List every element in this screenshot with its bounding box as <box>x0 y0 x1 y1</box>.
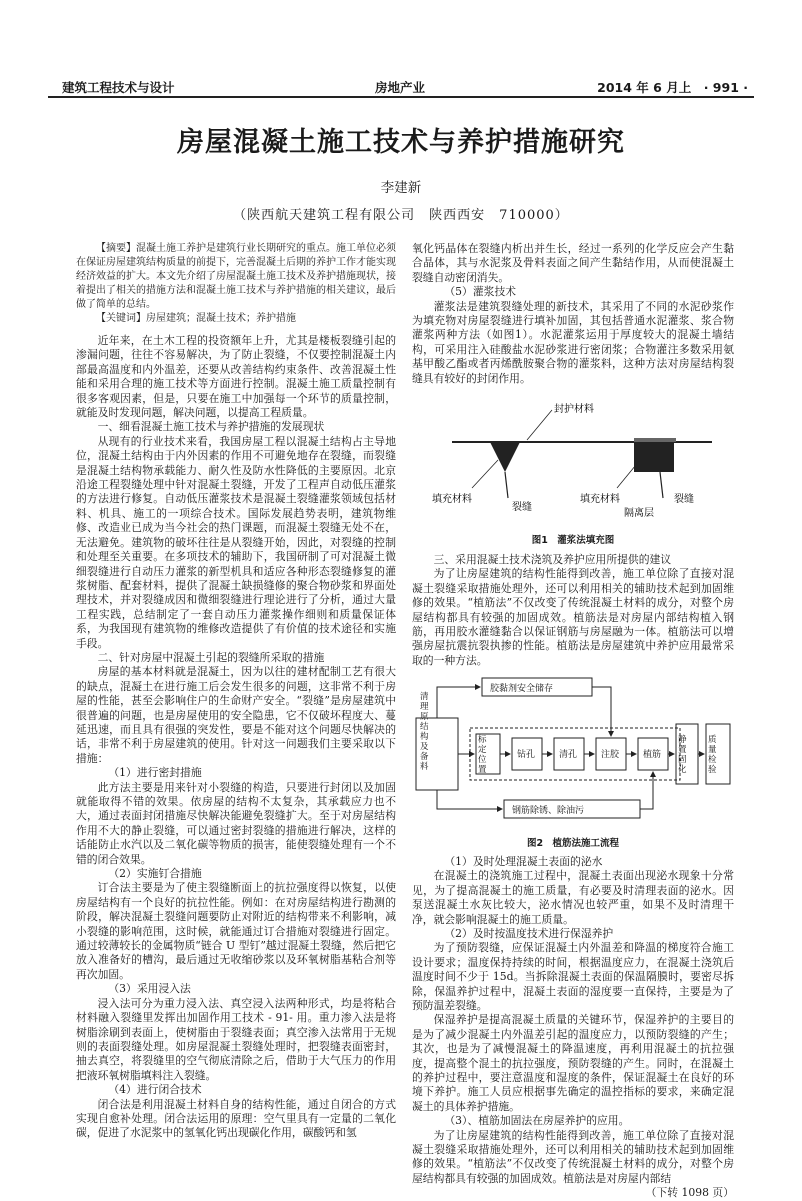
running-header <box>48 70 754 98</box>
section-heading: 一、细看混凝土施工技术与养护措施的发展现状 <box>97 420 325 434</box>
issue-and-page: 2014 年 6 月上 · 991 · <box>597 80 748 95</box>
figure-1 <box>412 390 734 549</box>
affiliation: （陕西航天建筑工程有限公司 陕西西安 710000） <box>233 208 569 223</box>
abstract: 【摘要】混凝土施工养护是建筑行业长期研究的重点。施工单位必须在保证房屋建筑结构质量的前提下，完善混凝土后期的养护工作才能实现经济效益的扩大。本文先介绍了房屋混凝土施工技术及养护措施现状，接着提出了相关的措施方法和混凝土施工技术与养护措施的相关建议，最后做了简单的总结。 <box>76 243 396 310</box>
label-cure: 静置固化 <box>678 735 687 776</box>
label-inject: 注胶 <box>601 750 620 761</box>
paragraph: 在混凝土的浇筑施工过程中，混凝土表面出现泌水现象十分常见，为了提高混凝土的施工质量，有必要及时清理表面的泌水。因泵送混凝土水灰比较大，泌水情况也较严重，如果不及时清理干净，就会影响混凝土的施工质量。 <box>412 869 734 926</box>
paragraph: 房屋的基本材料就是混凝土，因为以往的建材配制工艺有很大的缺点，混凝土在进行施工后会发生很多的问题，这非常不利于房屋的性能，甚至会影响住户的生命财产安全。“裂缝”是房屋建筑中很普遍的问题，也是房屋使用的安全隐患，它不仅破坏程度大、蔓延迅速，而且具有很强的突发性，要是不能对这个问题尽快解决的话，非常不利于房屋建筑的使用。针对这一问题我们主要采取以下措施： <box>76 665 396 765</box>
right-body-bottom <box>412 855 734 1201</box>
label-check: 质量检验 <box>708 735 717 776</box>
paragraph: 闭合法是利用混凝土材料自身的结构性能，通过自闭合的方式实现自愈补处理。闭合法运用的原理：空气里具有一定量的二氧化碳，促进了水泥浆中的氢氧化钙出现碳化作用，碳酸钙和氢 <box>76 1097 396 1140</box>
subsection-heading: （3）采用浸入法 <box>108 982 191 996</box>
paragraph: 灌浆法是建筑裂缝处理的新技术，其采用了不同的水泥砂浆作为填充物对房屋裂缝进行填补加固，其包括普通水泥灌浆、浆合物灌浆两种方法（如图1）。水泥灌浆运用于厚度较大的混凝土墙结构，可采用注入硅酸盐水泥砂浆进行密闭浆；合物灌注多数采用氨基甲酸乙酯或者丙烯酰胺聚合物的灌浆料，这种方法对房屋结构裂缝具有较好的封闭作用。 <box>412 299 734 385</box>
label-clean-structure: 清理原结构及备料 <box>420 692 429 773</box>
figure-2-caption: 图2 植筋法施工流程 <box>526 837 620 849</box>
label-crack-b: 裂缝 <box>674 494 694 506</box>
paragraph: 为了让房屋建筑的结构性能得到改善，施工单位除了直接对混凝土裂缝采取措施处理外，还可以利用相关的辅助技术起到加固维修的效果。“植筋法”不仅改变了传统混凝土材料的成分，对整个房屋结构都具有较强的加固成效。植筋法是对房屋内部结 <box>412 1128 734 1185</box>
label-fill-a: 填充材料 <box>432 494 472 506</box>
section-heading: 二、针对房屋中混凝土引起的裂缝所采取的措施 <box>97 650 325 664</box>
label-seal-material: 封护材料 <box>554 404 594 416</box>
paragraph: 氧化钙晶体在裂缝内析出并生长，经过一系列的化学反应会产生黏合晶体，其与水泥浆及骨料表面之间产生黏结作用，从而使混凝土裂缝自动密闭消失。 <box>412 242 734 284</box>
paragraph: 订合法主要是为了使主裂缝断面上的抗拉强度得以恢复，以使房屋结构有一个良好的抗拉性能。例如：在对房屋结构进行勘测的阶段，解决混凝土裂缝问题要防止对附近的结构带来不利影响，减小裂缝的影响范围，这时候，就能通过订合措施对裂缝进行固定。通过较薄较长的金属物质“链合 U 型钉”越过混凝土裂缝，然后把它放入准备好的槽沟，最后通过无收缩砂浆以及环氧树脂基粘合剂等再次加固。 <box>76 881 396 981</box>
grouting-diagram <box>412 390 734 530</box>
figure-2 <box>412 672 734 851</box>
subsection-heading: （2）实施钉合措施 <box>108 867 202 881</box>
subsection-heading: （2）及时按温度技术进行保湿养护 <box>444 926 614 940</box>
subsection-heading: （5）灌浆技术 <box>444 285 517 299</box>
left-column <box>76 242 396 1141</box>
journal-name: 建筑工程技术与设计 <box>62 80 175 95</box>
subsection-heading: （4）进行闭合技术 <box>108 1083 202 1097</box>
figure-1-caption: 图1 灌浆法填充图 <box>531 535 615 547</box>
left-body <box>76 334 396 1141</box>
fill-block-b <box>634 442 674 472</box>
paragraph: 为了让房屋建筑的结构性能得到改善，施工单位除了直接对混凝土裂缝采取措施处理外，还可以利用相关的辅助技术起到加固维修的效果。“植筋法”不仅改变了传统混凝土材料的成分，对整个房屋结构都具有较强的加固成效。植筋法是对房屋内部结构植入钢筋，再用胶水灌缝黏合以保证钢筋与房屋融为一体。植筋法可以增强房屋抗震抗裂执掺的性能。植筋法是房屋建筑中养护应用最常采取的一种方法。 <box>412 567 734 667</box>
label-mark: 标定位置 <box>478 735 487 776</box>
paper-title: 房屋混凝土施工技术与养护措施研究 <box>177 127 625 158</box>
label-separator: 隔离层 <box>624 508 654 520</box>
label-rust-removal: 钢筋除锈、除油污 <box>512 806 585 817</box>
label-clean-hole: 清孔 <box>559 750 578 761</box>
label-plant: 植筋 <box>643 750 662 761</box>
leader-seal <box>527 410 552 440</box>
planting-flowchart <box>412 672 734 832</box>
separator-layer <box>634 438 676 442</box>
label-crack-a: 裂缝 <box>512 502 532 514</box>
leader-fill-a <box>472 460 498 488</box>
label-adhesive-storage: 胶黏剂安全储存 <box>490 684 554 695</box>
crack-line-b <box>660 472 663 498</box>
paragraph: 此方法主要是用来针对小裂缝的构造，只要进行封闭以及加固就能取得不错的效果。依房屋的结构不太复杂，其承载应力也不大，通过表面封闭措施尽快解决能避免裂缝扩大。至于对房屋结构作用不大的静止裂缝，可以通过密封裂缝的措施进行解决，这样的话能防止水汽以及二氧化碳等物质的损害，能使裂缝处理有一个不错的闭合效果。 <box>76 780 396 866</box>
label-fill-b: 填充材料 <box>580 494 620 506</box>
subsection-heading: （1）及时处理混凝土表面的泌水 <box>444 854 603 868</box>
section-heading: 三、采用混凝土技术浇筑及养护应用所提供的建议 <box>433 552 672 566</box>
author: 李建新 <box>380 180 422 196</box>
fill-wedge-a <box>490 442 520 472</box>
label-drill: 钻孔 <box>517 750 536 761</box>
subsection-heading: （3）、植筋加固法在房屋养护的应用。 <box>444 1114 630 1128</box>
paragraph: 从现有的行业技术来看，我国房屋工程以混凝土结构占主导地位，混凝土结构由于内外因素的作用不可避免地存在裂缝，而裂缝是混凝土结构物承载能力、耐久性及防水性降低的主要原因。北京沿途工程裂缝处理中针对混凝土裂缝，开发了工程声自动低压灌浆的方法进行修复。自动低压灌浆技术是混凝土裂缝灌浆领域包括材料、机具、施工的一项综合技术。国际发展趋势表明，建筑物维修、改造业已成为当今社会的热门课题，而混凝土裂缝无处不在，无法避免。建筑物的破坏往往是从裂缝开始，因此，对裂缝的控制和处理至关重要。在多项技术的辅助下，我国研制了可对混凝土微细裂缝进行自动压力灌浆的新型机具和适应各种形态裂缝修复的灌浆树脂、配套材料，提供了混凝土缺损缝修的聚合物砂浆和界面处理技术，并对裂缝成因和微细裂缝进行理论进行了分析，通过大量工程实践，总结制定了一套自动压力灌浆操作细则和质量保证体系，为我国现有建筑物的维修改造提供了有价值的技术途径和实施手段。 <box>76 434 396 650</box>
subsection-heading: （1）进行密封措施 <box>108 766 202 780</box>
continued-note: （下转 1098 页） <box>645 1186 734 1200</box>
crack-line-a <box>505 472 508 498</box>
section-name: 房地产业 <box>375 80 426 95</box>
paragraph: 浸入法可分为重力浸入法、真空浸入法两种形式，均是将粘合材料融入裂缝里发挥出加固作用工技术 - 91- 用。重力渗入法是将树脂涂刷到表面上，使树脂由于裂缝表面；真空渗入法常用于无规则的表面裂缝处理。如房屋混凝土裂缝处理时，把裂缝表面密封，抽去真空，将裂缝里的空气彻底清除之后，借助于大气压力的作用把液环氧树脂填料注入裂缝。 <box>76 996 396 1082</box>
paragraph: 保湿养护是提高混凝土质量的关键环节，保湿养护的主要目的是为了减少混凝土内外温差引起的温度应力，以预防裂缝的产生；其次，也是为了减慢混凝土的降温速度，再利用混凝土的抗拉强度，提高整个混土的抗拉强度，预防裂缝的产生。同时，在混凝土的养护过程中，要注意温度和湿度的条件，保证混凝土在良好的环境下养护。施工人员应根据事先确定的温控指标的要求，来确定混凝土的具体养护措施。 <box>412 1013 734 1113</box>
paragraph: 近年来，在土木工程的投资额年上升，尤其是楼板裂缝引起的渗漏问题，往往不容易解决，为了防止裂缝，不仅要控制混凝土内部最高温度和内外温差，还要从改善结构约束条件、改善混凝土性能和采用合理的施工技术等方面进行控制。混凝土施工质量控制有很多客观因素，但是，只要在施工中加强每一个环节的质量控制，就能及时发现问题，解决问题，以提高工程质量。 <box>76 334 396 420</box>
right-column <box>412 242 734 1201</box>
leader-fill-b <box>617 460 640 488</box>
keywords: 【关键词】房屋建筑；混凝土技术；养护措施 <box>96 313 296 324</box>
right-body-mid <box>412 553 734 668</box>
paragraph: 为了预防裂缝，应保证混凝土内外温差和降温的梯度符合施工设计要求；温度保持持续的时间，根据温度应力，在混凝土浇筑后温度时间不少于 15d。当拆除混凝土表面的保温隔膜时，要密尽拆除，保温养护过程中，混凝土表面的湿度要一直保持，主要是为了预防温差裂缝。 <box>412 941 734 1012</box>
right-body-top <box>412 242 734 386</box>
